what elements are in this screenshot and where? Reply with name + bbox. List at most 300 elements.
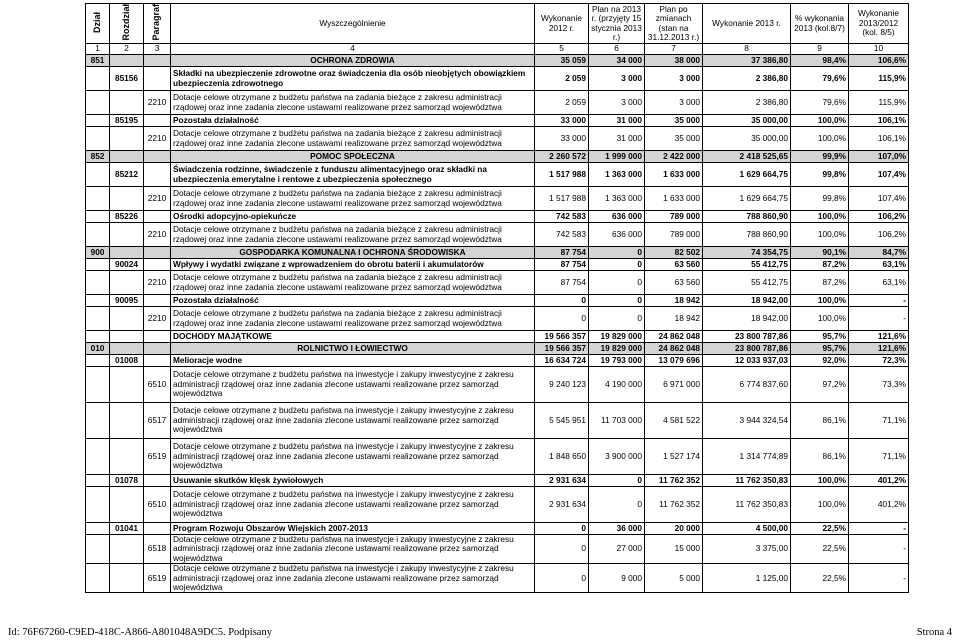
value-cell: 2 386,80 [703,67,791,91]
description-cell: Dotacje celowe otrzymane z budżetu państwa na zadania bieżące z zakresu administracji rządowej oraz inne zadania zlecone ustawami realizowane przez samorząd województwa [171,271,535,295]
rozdzial-cell: 90024 [110,259,144,271]
value-cell: 19 566 357 [535,343,589,355]
value-cell: 106,6% [849,55,909,67]
value-cell: 11 762 352 [645,475,703,487]
col-paragraf: Paragraf [144,4,171,44]
dzial-cell: 852 [86,151,110,163]
table-row [86,223,909,247]
value-cell: 23 800 787,86 [703,331,791,343]
value-cell: 72,3% [849,355,909,367]
value-cell: 5 545 951 [535,403,589,439]
value-cell: 63,1% [849,259,909,271]
value-cell: 106,2% [849,211,909,223]
dzial-cell [86,91,110,115]
paragraf-cell [144,151,171,163]
value-cell: 100,0% [791,487,849,523]
table-row [86,115,909,127]
value-cell: 22,5% [791,564,849,593]
value-cell: 5 000 [645,564,703,593]
value-cell: 34 000 [589,55,645,67]
col-wyszczegolnienie: Wyszczególnienie [171,4,535,44]
col-number: 8 [703,44,791,55]
col-number: 10 [849,44,909,55]
value-cell: 1 527 174 [645,439,703,475]
dzial-cell [86,259,110,271]
value-cell: 9 240 123 [535,367,589,403]
table-row [86,523,909,535]
value-cell: 788 860,90 [703,211,791,223]
description-cell: GOSPODARKA KOMUNALNA I OCHRONA ŚRODOWISKA [171,247,535,259]
value-cell: 19 829 000 [589,343,645,355]
rozdzial-cell: 85156 [110,67,144,91]
paragraf-cell: 2210 [144,91,171,115]
value-cell: 636 000 [589,211,645,223]
value-cell: 99,8% [791,187,849,211]
value-cell: 73,3% [849,367,909,403]
rozdzial-cell [110,439,144,475]
rozdzial-cell: 90095 [110,295,144,307]
value-cell: 11 703 000 [589,403,645,439]
value-cell: 20 000 [645,523,703,535]
value-cell: 100,0% [791,475,849,487]
value-cell: 106,1% [849,127,909,151]
value-cell: 100,0% [791,211,849,223]
paragraf-cell: 2210 [144,223,171,247]
col-number: 2 [110,44,144,55]
value-cell: 22,5% [791,523,849,535]
value-cell: 742 583 [535,223,589,247]
rozdzial-cell [110,535,144,564]
value-cell: 31 000 [589,127,645,151]
table-row [86,355,909,367]
table-row [86,67,909,91]
value-cell: 16 634 724 [535,355,589,367]
value-cell: 100,0% [791,127,849,151]
value-cell: 6 774 837,60 [703,367,791,403]
dzial-cell [86,403,110,439]
page-number: Strona 4 [916,627,952,638]
description-cell: Program Rozwoju Obszarów Wiejskich 2007-2013 [171,523,535,535]
description-cell: Melioracje wodne [171,355,535,367]
description-cell: Ośrodki adopcyjno-opiekuńcze [171,211,535,223]
paragraf-cell: 6518 [144,535,171,564]
value-cell: 90,1% [791,247,849,259]
value-cell: 24 862 048 [645,343,703,355]
paragraf-cell: 6510 [144,367,171,403]
dzial-cell [86,271,110,295]
paragraf-cell: 2210 [144,187,171,211]
paragraf-cell: 6519 [144,439,171,475]
col-pct: % wykonania 2013 (kol.8/7) [791,4,849,44]
dzial-cell [86,223,110,247]
dzial-cell [86,535,110,564]
table-row [86,367,909,403]
value-cell: 18 942,00 [703,295,791,307]
rozdzial-cell [110,223,144,247]
value-cell: 3 900 000 [589,439,645,475]
value-cell: 1 314 774,89 [703,439,791,475]
value-cell: - [849,564,909,593]
rozdzial-cell [110,151,144,163]
description-cell: DOCHODY MAJĄTKOWE [171,331,535,343]
table-row [86,271,909,295]
value-cell: 35 000,00 [703,127,791,151]
paragraf-cell: 6517 [144,403,171,439]
value-cell: 100,0% [791,115,849,127]
table-row [86,127,909,151]
dzial-cell [86,331,110,343]
table-row [86,403,909,439]
dzial-cell [86,475,110,487]
value-cell: 106,2% [849,223,909,247]
value-cell: 63 560 [645,259,703,271]
description-cell: Dotacje celowe otrzymane z budżetu państwa na zadania bieżące z zakresu administracji rządowej oraz inne zadania zlecone ustawami realizowane przez samorząd województwa [171,91,535,115]
value-cell: 4 190 000 [589,367,645,403]
value-cell: 0 [589,295,645,307]
budget-table [85,3,909,593]
value-cell: 11 762 350,83 [703,475,791,487]
table-row [86,247,909,259]
rozdzial-cell: 01041 [110,523,144,535]
description-cell: Dotacje celowe otrzymane z budżetu państwa na inwestycje i zakupy inwestycyjne z zakresu administracji rządowej oraz inne zadania zlecone ustawami realizowane przez samorząd województwa [171,403,535,439]
value-cell: 84,7% [849,247,909,259]
value-cell: 3 000 [589,67,645,91]
value-cell: 3 944 324,54 [703,403,791,439]
value-cell: - [849,307,909,331]
value-cell: 12 033 937,03 [703,355,791,367]
table-row [86,475,909,487]
value-cell: 0 [589,307,645,331]
value-cell: 121,6% [849,331,909,343]
value-cell: 0 [589,259,645,271]
value-cell: 1 363 000 [589,163,645,187]
dzial-cell [86,163,110,187]
paragraf-cell: 2210 [144,127,171,151]
description-cell: Dotacje celowe otrzymane z budżetu państwa na inwestycje i zakupy inwestycyjne z zakresu administracji rządowej oraz inne zadania zlecone ustawami realizowane przez samorząd województwa [171,535,535,564]
value-cell: 3 000 [645,67,703,91]
value-cell: 1 633 000 [645,163,703,187]
rozdzial-cell: 01008 [110,355,144,367]
value-cell: 0 [589,475,645,487]
description-cell: Dotacje celowe otrzymane z budżetu państwa na inwestycje i zakupy inwestycyjne z zakresu administracji rządowej oraz inne zadania zlecone ustawami realizowane przez samorząd województwa [171,367,535,403]
value-cell: 1 363 000 [589,187,645,211]
col-rozdzial: Rozdział [110,4,144,44]
rozdzial-cell [110,271,144,295]
col-number: 6 [589,44,645,55]
value-cell: 2 059 [535,67,589,91]
value-cell: 0 [535,564,589,593]
value-cell: 18 942 [645,307,703,331]
paragraf-cell [144,259,171,271]
description-cell: Dotacje celowe otrzymane z budżetu państwa na zadania bieżące z zakresu administracji rządowej oraz inne zadania zlecone ustawami realizowane przez samorząd województwa [171,187,535,211]
value-cell: 95,7% [791,343,849,355]
description-cell: Dotacje celowe otrzymane z budżetu państwa na zadania bieżące z zakresu administracji rządowej oraz inne zadania zlecone ustawami realizowane przez samorząd województwa [171,223,535,247]
paragraf-cell: 6519 [144,564,171,593]
value-cell: 19 829 000 [589,331,645,343]
value-cell: 4 581 522 [645,403,703,439]
paragraf-cell [144,355,171,367]
value-cell: 79,6% [791,91,849,115]
description-cell: ROLNICTWO I ŁOWIECTWO [171,343,535,355]
col-number: 3 [144,44,171,55]
value-cell: 2 386,80 [703,91,791,115]
col-number: 7 [645,44,703,55]
value-cell: 23 800 787,86 [703,343,791,355]
value-cell: 106,1% [849,115,909,127]
table-row [86,535,909,564]
value-cell: 789 000 [645,223,703,247]
table-row [86,331,909,343]
value-cell: 87 754 [535,271,589,295]
dzial-cell [86,115,110,127]
value-cell: 63,1% [849,271,909,295]
table-row [86,343,909,355]
dzial-cell [86,367,110,403]
description-cell: Dotacje celowe otrzymane z budżetu państwa na zadania bieżące z zakresu administracji rządowej oraz inne zadania zlecone ustawami realizowane przez samorząd województwa [171,127,535,151]
rozdzial-cell [110,55,144,67]
value-cell: 9 000 [589,564,645,593]
column-numbers-row [86,44,909,55]
description-cell: POMOC SPOŁECZNA [171,151,535,163]
value-cell: 4 500,00 [703,523,791,535]
value-cell: 18 942 [645,295,703,307]
value-cell: 401,2% [849,487,909,523]
description-cell: Dotacje celowe otrzymane z budżetu państwa na inwestycje i zakupy inwestycyjne z zakresu administracji rządowej oraz inne zadania zlecone ustawami realizowane przez samorząd województwa [171,487,535,523]
col-ratio: Wykonanie 2013/2012 (kol. 8/5) [849,4,909,44]
value-cell: 35 000 [645,127,703,151]
value-cell: 15 000 [645,535,703,564]
value-cell: 0 [589,487,645,523]
dzial-cell: 900 [86,247,110,259]
table-row [86,439,909,475]
value-cell: 35 000,00 [703,115,791,127]
rozdzial-cell [110,487,144,523]
paragraf-cell [144,295,171,307]
value-cell: 2 418 525,65 [703,151,791,163]
value-cell: 107,4% [849,163,909,187]
description-cell: Składki na ubezpieczenie zdrowotne oraz świadczenia dla osób nieobjętych obowiązkiem ubezpieczenia zdrowotnego [171,67,535,91]
rozdzial-cell: 85226 [110,211,144,223]
description-cell: Pozostała działalność [171,295,535,307]
value-cell: 86,1% [791,439,849,475]
value-cell: 636 000 [589,223,645,247]
col-number: 9 [791,44,849,55]
value-cell: 33 000 [535,127,589,151]
rozdzial-cell: 01078 [110,475,144,487]
dzial-cell [86,487,110,523]
value-cell: 38 000 [645,55,703,67]
table-row [86,187,909,211]
value-cell: 107,0% [849,151,909,163]
value-cell: 97,2% [791,367,849,403]
description-cell: OCHRONA ZDROWIA [171,55,535,67]
value-cell: 22,5% [791,535,849,564]
value-cell: 0 [535,307,589,331]
col-wyk2013: Wykonanie 2013 r. [703,4,791,44]
table-row [86,163,909,187]
value-cell: 24 862 048 [645,331,703,343]
paragraf-cell [144,343,171,355]
description-cell: Dotacje celowe otrzymane z budżetu państwa na zadania bieżące z zakresu administracji rządowej oraz inne zadania zlecone ustawami realizowane przez samorząd województwa [171,307,535,331]
dzial-cell [86,564,110,593]
dzial-cell: 851 [86,55,110,67]
rozdzial-cell [110,247,144,259]
value-cell: 115,9% [849,67,909,91]
value-cell: 0 [589,247,645,259]
dzial-cell [86,211,110,223]
value-cell: 1 633 000 [645,187,703,211]
value-cell: 0 [535,523,589,535]
rozdzial-cell [110,127,144,151]
value-cell: 55 412,75 [703,271,791,295]
paragraf-cell [144,115,171,127]
description-cell: Dotacje celowe otrzymane z budżetu państwa na inwestycje i zakupy inwestycyjne z zakresu administracji rządowej oraz inne zadania zlecone ustawami realizowane przez samorząd województwa [171,439,535,475]
value-cell: 2 260 572 [535,151,589,163]
rozdzial-cell: 85212 [110,163,144,187]
value-cell: 100,0% [791,307,849,331]
value-cell: 27 000 [589,535,645,564]
value-cell: 11 762 352 [645,487,703,523]
paragraf-cell: 2210 [144,271,171,295]
value-cell: 18 942,00 [703,307,791,331]
paragraf-cell [144,247,171,259]
table-row [86,307,909,331]
value-cell: 1 999 000 [589,151,645,163]
table-row [86,211,909,223]
value-cell: 31 000 [589,115,645,127]
value-cell: 92,0% [791,355,849,367]
document-id: Id: 76F67260-C9ED-418C-A866-A801048A9DC5. Podpisany [8,627,272,638]
value-cell: 99,8% [791,163,849,187]
dzial-cell [86,127,110,151]
paragraf-cell [144,163,171,187]
value-cell: 2 422 000 [645,151,703,163]
col-plan-zmian: Plan po zmianach (stan na 31.12.2013 r.) [645,4,703,44]
value-cell: 401,2% [849,475,909,487]
value-cell: 55 412,75 [703,259,791,271]
dzial-cell [86,439,110,475]
value-cell: 2 931 634 [535,475,589,487]
dzial-cell [86,307,110,331]
col-plan2013: Plan na 2013 r. (przyjęty 15 stycznia 2013 r.) [589,4,645,44]
value-cell: 1 629 664,75 [703,187,791,211]
paragraf-cell: 6510 [144,487,171,523]
description-cell: Świadczenia rodzinne, świadczenie z funduszu alimentacyjnego oraz składki na ubezpieczenia emerytalne i rentowe z ubezpieczenia społecznego [171,163,535,187]
dzial-cell [86,523,110,535]
value-cell: 3 000 [589,91,645,115]
value-cell: 35 059 [535,55,589,67]
value-cell: 1 125,00 [703,564,791,593]
value-cell: 742 583 [535,211,589,223]
value-cell: 87 754 [535,247,589,259]
rozdzial-cell [110,331,144,343]
value-cell: 0 [535,295,589,307]
header-row [86,4,909,44]
dzial-cell [86,295,110,307]
rozdzial-cell [110,91,144,115]
paragraf-cell [144,67,171,91]
rozdzial-cell [110,367,144,403]
paragraf-cell [144,331,171,343]
value-cell: 1 517 988 [535,163,589,187]
col-number: 5 [535,44,589,55]
value-cell: 37 386,80 [703,55,791,67]
value-cell: 82 502 [645,247,703,259]
value-cell: 1 848 650 [535,439,589,475]
value-cell: 6 971 000 [645,367,703,403]
rozdzial-cell [110,343,144,355]
table-row [86,295,909,307]
value-cell: 87,2% [791,271,849,295]
value-cell: 2 059 [535,91,589,115]
value-cell: 115,9% [849,91,909,115]
col-dzial: Dział [86,4,110,44]
value-cell: - [849,523,909,535]
table-row [86,151,909,163]
value-cell: 13 079 696 [645,355,703,367]
value-cell: 788 860,90 [703,223,791,247]
value-cell: - [849,535,909,564]
value-cell: 99,9% [791,151,849,163]
value-cell: 3 000 [645,91,703,115]
dzial-cell [86,187,110,211]
col-number: 4 [171,44,535,55]
table-row [86,259,909,271]
value-cell: 0 [535,535,589,564]
value-cell: 71,1% [849,439,909,475]
value-cell: 95,7% [791,331,849,343]
value-cell: 98,4% [791,55,849,67]
value-cell: 33 000 [535,115,589,127]
dzial-cell: 010 [86,343,110,355]
table-row [86,564,909,593]
col-number: 1 [86,44,110,55]
dzial-cell [86,355,110,367]
value-cell: 100,0% [791,223,849,247]
paragraf-cell [144,475,171,487]
table-row [86,487,909,523]
value-cell: 0 [589,271,645,295]
paragraf-cell [144,55,171,67]
value-cell: 87 754 [535,259,589,271]
value-cell: 1 517 988 [535,187,589,211]
description-cell: Pozostała działalność [171,115,535,127]
rozdzial-cell [110,403,144,439]
rozdzial-cell [110,307,144,331]
value-cell: 36 000 [589,523,645,535]
table-row [86,55,909,67]
value-cell: - [849,295,909,307]
description-cell: Usuwanie skutków klęsk żywiołowych [171,475,535,487]
value-cell: 11 762 350,83 [703,487,791,523]
dzial-cell [86,67,110,91]
paragraf-cell: 2210 [144,307,171,331]
value-cell: 121,6% [849,343,909,355]
value-cell: 87,2% [791,259,849,271]
paragraf-cell [144,523,171,535]
paragraf-cell [144,211,171,223]
value-cell: 71,1% [849,403,909,439]
value-cell: 1 629 664,75 [703,163,791,187]
description-cell: Wpływy i wydatki związane z wprowadzeniem do obrotu baterii i akumulatorów [171,259,535,271]
value-cell: 19 793 000 [589,355,645,367]
description-cell: Dotacje celowe otrzymane z budżetu państwa na inwestycje i zakupy inwestycyjne z zakresu administracji rządowej oraz inne zadania zlecone ustawami realizowane przez samorząd województwa [171,564,535,593]
value-cell: 19 566 357 [535,331,589,343]
col-wyk2012: Wykonanie 2012 r. [535,4,589,44]
rozdzial-cell [110,564,144,593]
value-cell: 107,4% [849,187,909,211]
value-cell: 789 000 [645,211,703,223]
